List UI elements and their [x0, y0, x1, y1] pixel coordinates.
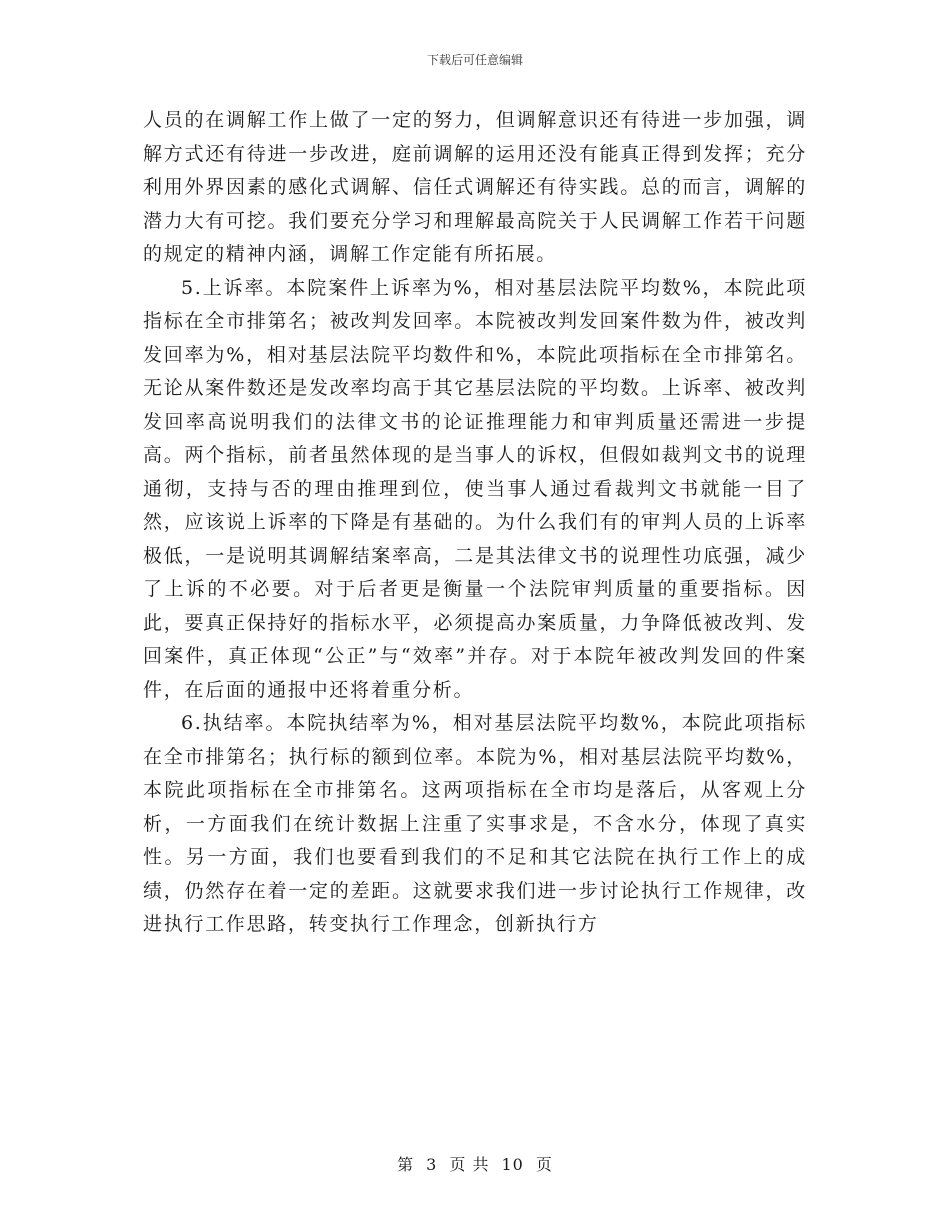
document-body [143, 104, 807, 942]
paragraph-continued: 人员的在调解工作上做了一定的努力，但调解意识还有待进一步加强，调解方式还有待进一步改进，庭前调解的运用还没有能真正得到发挥；充分利用外界因素的感化式调解、信任式调解还有待实践。总的而言，调解的潜力大有可挖。我们要充分学习和理解最高院关于人民调解工作若干问题的规定的精神内涵，调解工作定能有所拓展。 [143, 109, 807, 265]
page-header: 下载后可任意编辑 [426, 53, 523, 67]
footer-prefix: 第 [397, 1155, 415, 1174]
page-footer [0, 1155, 950, 1175]
footer-middle: 页 共 [449, 1155, 490, 1174]
paragraph-appeal-rate: 5.上诉率。本院案件上诉率为%，相对基层法院平均数%，本院此项指标在全市排第名；被改判发回率。本院被改判发回案件数为件，被改判发回率为%，相对基层法院平均数件和%，本院此项指标在全市排第名。无论从案件数还是发改率均高于其它基层法院的平均数。上诉率、被改判发回率高说明我们的法律文书的论证推理能力和审判质量还需进一步提高。两个指标，前者虽然体现的是当事人的诉权，但假如裁判文书的说理通彻，支持与否的理由推理到位，使当事人通过看裁判文书就能一目了然，应该说上诉率的下降是有基础的。为什么我们有的审判人员的上诉率极低，一是说明其调解结案率高，二是其法律文书的说理性功底强，减少了上诉的不必要。对于后者更是衡量一个法院审判质量的重要指标。因此，要真正保持好的指标水平，必须提高办案质量，力争降低被改判、发回案件，真正体现“公正”与“效率”并存。对于本院年被改判发回的件案件，在后面的通报中还将着重分析。 [143, 276, 807, 701]
footer-suffix: 页 [535, 1155, 553, 1174]
paragraph-execution-rate: 6.执结率。本院执结率为%，相对基层法院平均数%，本院此项指标在全市排第名；执行标的额到位率。本院为%，相对基层法院平均数%，本院此项指标在全市排第名。这两项指标在全市均是落后，从客观上分析，一方面我们在统计数据上注重了实事求是，不含水分，体现了真实性。另一方面，我们也要看到我们的不足和其它法院在执行工作上的成绩，仍然存在着一定的差距。这就要求我们进一步讨论执行工作规律，改进执行工作思路，转变执行工作理念，创新执行方 [143, 712, 807, 935]
page-number: 3 [426, 1155, 438, 1174]
page-total: 10 [501, 1155, 524, 1174]
